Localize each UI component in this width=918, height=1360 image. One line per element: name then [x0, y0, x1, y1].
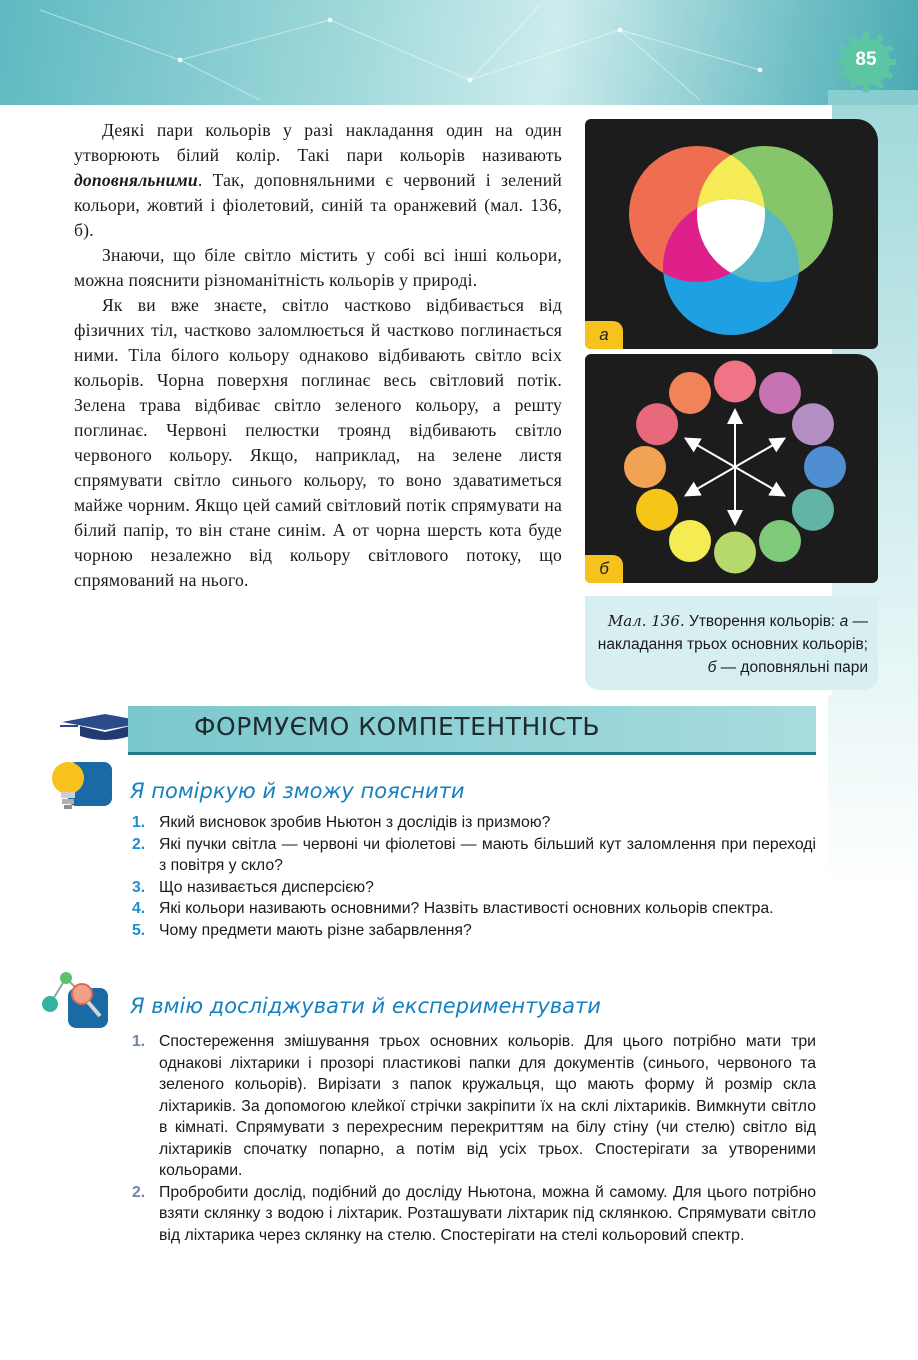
color-circle: [714, 361, 756, 403]
color-circle: [636, 489, 678, 531]
color-circle: [759, 520, 801, 562]
section-title: ФОРМУЄМО КОМПЕТЕНТНІСТЬ: [194, 712, 601, 741]
color-circle: [669, 520, 711, 562]
page-number: 85: [855, 49, 877, 70]
task-list-experiment: [130, 1031, 816, 1246]
list-item: 3. Що називається дисперсією?: [132, 878, 374, 896]
subsection-title-explain: Я поміркую й зможу пояснити: [130, 779, 465, 803]
section-header: [128, 706, 816, 755]
list-item: 2. Які пучки світла — червоні чи фіолетові — мають більший кут заломлення при переході з повітря у скло?: [132, 835, 816, 874]
color-circle: [669, 372, 711, 414]
rgb-overlap-diagram: [585, 119, 878, 349]
color-circle: [792, 403, 834, 445]
color-circle: [714, 532, 756, 574]
list-item: 4. Які кольори називають основними? Назвіть властивості основних кольорів спектра.: [132, 900, 774, 917]
figure-label-a: а: [585, 321, 623, 349]
color-circle: [624, 446, 666, 488]
color-circle: [804, 446, 846, 488]
page-number-badge: [834, 30, 898, 94]
lightbulb-icon: [46, 756, 114, 816]
network-pattern: [0, 0, 918, 105]
figure-b-color-wheel: [585, 354, 878, 583]
color-circle: [792, 489, 834, 531]
color-circle: [636, 403, 678, 445]
color-circle: [759, 372, 801, 414]
molecule-magnifier-icon: [38, 970, 112, 1032]
figure-a-venn: [585, 119, 878, 349]
list-item: 5. Чому предмети мають різне забарвлення?: [132, 921, 472, 939]
complementary-color-wheel: [585, 354, 878, 583]
list-item: 2. Пробробити дослід, подібний до досліду Ньютона, можна й самому. Для цього потрібно взяти склянку з водою і ліхтарик. Розташувати ліхтарик під склянкою. Спрямувати світло від ліхтарика через склянку на стелю. Спостерігати на стелі кольоровий спектр.: [132, 1183, 816, 1244]
list-item: 1. Спостереження змішування трьох основних кольорів. Для цього потрібно мати три однакові ліхтарики і прозорі пластикові папки для документів (синього, червоного та зеленого кольорів). Вирізати з папок кружальця, що мають форму й розмір скла ліхтариків. За допомогою клейкої стрічки закріпити їх на склі ліхтариків. Вимкнути світло в кімнаті. Спрямувати з перехресним перекриттям на білу стіну (чи стелю) світло від ліхтариків спочатку попарно, а потім від усіх трьох. Спостерігати за утвореними кольорами.: [132, 1033, 816, 1179]
paragraph-2: Знаючи, що біле світло містить у собі всі інші кольори, можна пояснити різноманітність кольорів у природі.: [74, 245, 562, 290]
list-item: 1. Який висновок зробив Ньютон з дослідів із призмою?: [132, 814, 551, 831]
subsection-title-experiment: Я вмію досліджувати й експериментувати: [130, 994, 601, 1018]
caption-ref: Мал. 136.: [607, 612, 685, 630]
body-text: [74, 118, 562, 593]
paragraph-3: Як ви вже знаєте, світло частково відбивається від фізичних тіл, частково заломлюється й частково поглинається ними. Тіла білого кольору однаково відбивають світло всіх кольорів. Чорна поверхня поглинає весь світловий потік. Зелена трава відбиває світло зеленого кольору, а решту поглинає. Червоні пелюстки троянд відбивають світло червоного кольору. Якщо, наприклад, на зелене листя спрямувати світло синього кольору, то воно здаватиметься майже чорним. Якщо цей самий світловий потік спрямувати на білий папір, то він стане синім. А от чорна шерсть кота буде чорною незалежно від кольору світлового потоку, що спрямований на нього.: [74, 295, 562, 590]
question-list-explain: [130, 812, 816, 941]
header-band: [0, 0, 918, 105]
paragraph-1: Деякі пари кольорів у разі накладання один на один утворюють білий колір. Такі пари кольорів називають доповняльними. Так, доповняльними є червоний і зелений кольори, жовтий і фіолетовий, синій та оранжевий (мал. 136, б).: [74, 120, 562, 240]
figure-caption: Мал. 136. Утворення кольорів: а — накладання трьох основних кольорів; б — доповняльні пари: [585, 596, 878, 690]
term-complementary: доповняльними: [74, 170, 198, 190]
figure-label-b: б: [585, 555, 623, 583]
